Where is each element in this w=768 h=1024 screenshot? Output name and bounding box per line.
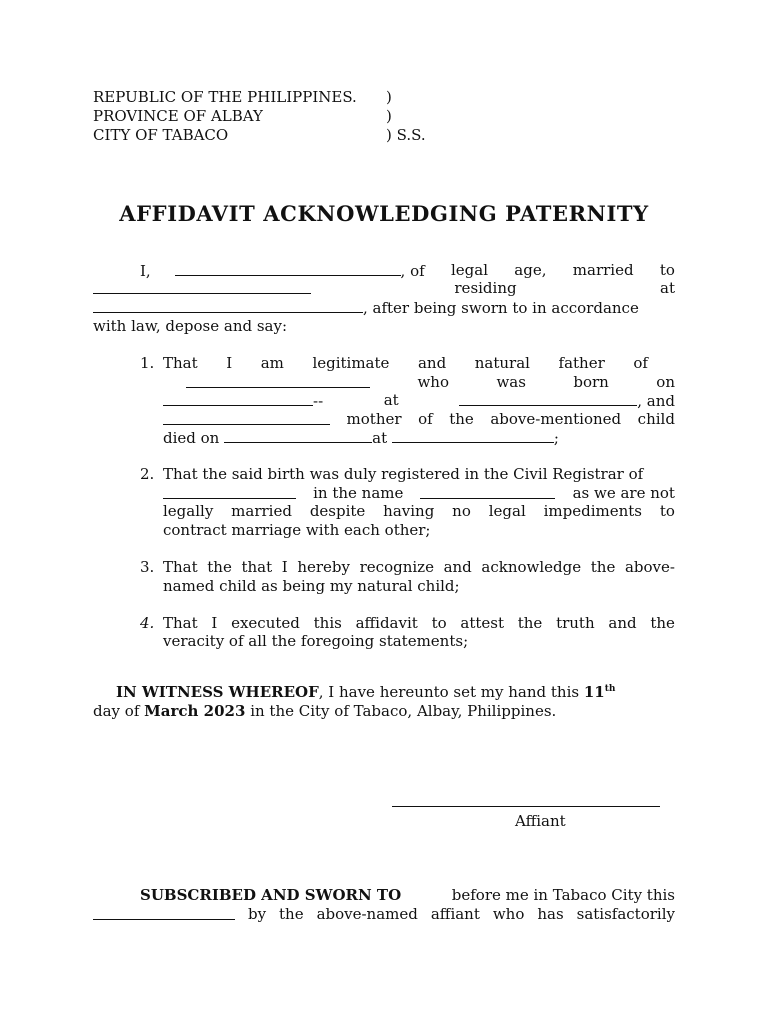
item-2-number: 2. <box>140 465 155 483</box>
item-3-word: the <box>207 558 232 576</box>
signature-line[interactable] <box>392 806 660 807</box>
subscribed-line-1 <box>140 886 675 904</box>
intro-i: I, <box>140 262 151 280</box>
item-1-the: the <box>449 410 474 428</box>
intro-of: , of <box>400 262 425 280</box>
item-4-word: the <box>650 614 675 632</box>
item-1-was: was <box>496 373 526 391</box>
item-3-line-1 <box>163 558 675 576</box>
item-1-and: , and <box>637 392 675 410</box>
registered-name-blank[interactable] <box>420 484 555 499</box>
sworn-date-blank[interactable] <box>93 905 235 920</box>
item-2-line-1: That the said birth was duly registered in the Civil Registrar of <box>163 465 644 483</box>
item-1-word: of <box>633 354 648 372</box>
intro-to: to <box>659 261 675 279</box>
item-4-line-1 <box>163 614 675 632</box>
header-paren-1: ) <box>386 88 392 106</box>
item-2-word: legal <box>488 502 526 520</box>
item-4-line-2: veracity of all the foregoing statements; <box>163 632 469 650</box>
intro-married: married <box>572 261 634 279</box>
subscribed-line-2 <box>93 905 675 923</box>
spouse-blank[interactable] <box>93 279 311 294</box>
item-1-at2: at <box>372 429 388 447</box>
item-1-child: child <box>637 410 675 428</box>
header-province: PROVINCE OF ALBAY <box>93 107 263 125</box>
item-4-number: 4. <box>140 614 155 632</box>
item-1-line-1 <box>163 354 648 372</box>
mother-name-blank[interactable] <box>163 410 330 425</box>
item-1-word: That <box>163 354 198 372</box>
item-4-word: I <box>211 614 218 632</box>
item-3-word: That <box>163 558 198 576</box>
witness-line-1 <box>116 683 615 701</box>
witness-day: 11 <box>583 683 605 701</box>
item-1-of: of <box>418 410 433 428</box>
intro-line-1 <box>140 261 675 280</box>
item-1-number: 1. <box>140 354 155 372</box>
witness-day-suffix: th <box>604 684 616 694</box>
item-2-line-3 <box>163 502 675 520</box>
item-4-word: and <box>608 614 637 632</box>
address-blank[interactable] <box>93 298 363 313</box>
item-1-word: father <box>558 354 605 372</box>
item-3-word: the <box>590 558 616 576</box>
witness-text-3: in the City of Tabaco, Albay, Philippines. <box>250 702 557 720</box>
item-2-word: despite <box>309 502 366 520</box>
intro-line-4: with law, depose and say: <box>93 317 288 335</box>
child-name-blank[interactable] <box>186 373 370 388</box>
item-1-at: at <box>383 391 399 409</box>
header-city: CITY OF TABACO <box>93 126 229 144</box>
subscribed-word: has <box>537 905 564 923</box>
item-1-word: natural <box>474 354 530 372</box>
item-1-dash: -- <box>313 392 324 410</box>
item-2-inname: in the name <box>313 484 404 502</box>
subscribed-word: who <box>492 905 525 923</box>
witness-text-1: , I have hereunto set my hand this <box>318 683 580 701</box>
item-3-word: hereby <box>297 558 350 576</box>
header-paren-2: ) <box>386 107 392 125</box>
subscribed-word: the <box>279 905 304 923</box>
item-4-word: to <box>431 614 447 632</box>
intro-after: , after being sworn to in accordance <box>363 299 639 317</box>
item-1-born: born <box>573 373 609 391</box>
subscribed-word: by <box>247 905 267 923</box>
subscribed-word: above-named <box>316 905 418 923</box>
registrar-blank[interactable] <box>163 484 296 499</box>
item-3-word: and <box>443 558 472 576</box>
death-place-blank[interactable] <box>392 428 554 443</box>
item-2-word: legally <box>163 502 214 520</box>
item-1-line-4 <box>163 410 675 428</box>
item-1-word: am <box>260 354 284 372</box>
item-4-word: That <box>163 614 198 632</box>
witness-month: March 2023 <box>144 702 246 720</box>
item-2-word: impediments <box>543 502 642 520</box>
intro-residing: residing <box>454 279 517 297</box>
item-4-word: the <box>517 614 543 632</box>
item-3-word: I <box>281 558 288 576</box>
intro-age: age, <box>514 261 547 279</box>
item-1-word: legitimate <box>312 354 390 372</box>
item-4-word: this <box>313 614 342 632</box>
intro-legal: legal <box>450 261 488 279</box>
item-3-number: 3. <box>140 558 155 576</box>
item-4-word: executed <box>231 614 300 632</box>
birth-date-blank[interactable] <box>163 391 313 406</box>
item-1-line-3 <box>163 391 675 410</box>
subscribed-heading: SUBSCRIBED AND SWORN TO <box>140 886 402 904</box>
item-3-word: recognize <box>359 558 434 576</box>
witness-line-2 <box>93 702 556 720</box>
item-3-line-2: named child as being my natural child; <box>163 577 460 595</box>
item-4-word: attest <box>460 614 504 632</box>
item-1-on: on <box>656 373 675 391</box>
item-3-word: that <box>241 558 273 576</box>
item-3-word: above- <box>624 558 675 576</box>
affiant-label: Affiant <box>515 812 566 830</box>
item-1-died: died on <box>163 429 220 447</box>
item-2-asnot: as we are not <box>572 484 675 502</box>
item-4-word: affidavit <box>355 614 418 632</box>
item-3-word: acknowledge <box>481 558 582 576</box>
item-2-line-2 <box>163 484 675 502</box>
item-4-word: truth <box>556 614 595 632</box>
subscribed-text-1: before me in Tabaco City this <box>451 886 675 904</box>
item-2-line-4: contract marriage with each other; <box>163 521 431 539</box>
item-1-semi: ; <box>553 429 559 447</box>
item-1-word: I <box>226 354 233 372</box>
item-2-word: having <box>383 502 435 520</box>
birth-place-blank[interactable] <box>459 391 637 406</box>
witness-text-2: day of <box>93 702 140 720</box>
header-republic: REPUBLIC OF THE PHILIPPINES. <box>93 88 357 106</box>
item-2-word: married <box>231 502 292 520</box>
document-title: AFFIDAVIT ACKNOWLEDGING PATERNITY <box>119 201 649 226</box>
intro-line-2 <box>93 279 675 297</box>
death-date-blank[interactable] <box>224 428 372 443</box>
intro-at: at <box>660 279 675 297</box>
item-2-word: to <box>659 502 675 520</box>
item-2-word: no <box>452 502 471 520</box>
item-1-line-2 <box>186 373 675 391</box>
item-1-who: who <box>417 373 449 391</box>
subscribed-word: affiant <box>430 905 480 923</box>
name-blank[interactable] <box>175 261 401 276</box>
subscribed-word: satisfactorily <box>576 905 675 923</box>
item-1-word: and <box>417 354 447 372</box>
item-1-above: above-mentioned <box>490 410 622 428</box>
header-ss: ) S.S. <box>386 126 426 144</box>
witness-heading: IN WITNESS WHEREOF <box>116 683 319 701</box>
item-1-mother: mother <box>346 410 402 428</box>
item-1-line-5 <box>163 428 559 447</box>
intro-line-3 <box>93 298 639 317</box>
